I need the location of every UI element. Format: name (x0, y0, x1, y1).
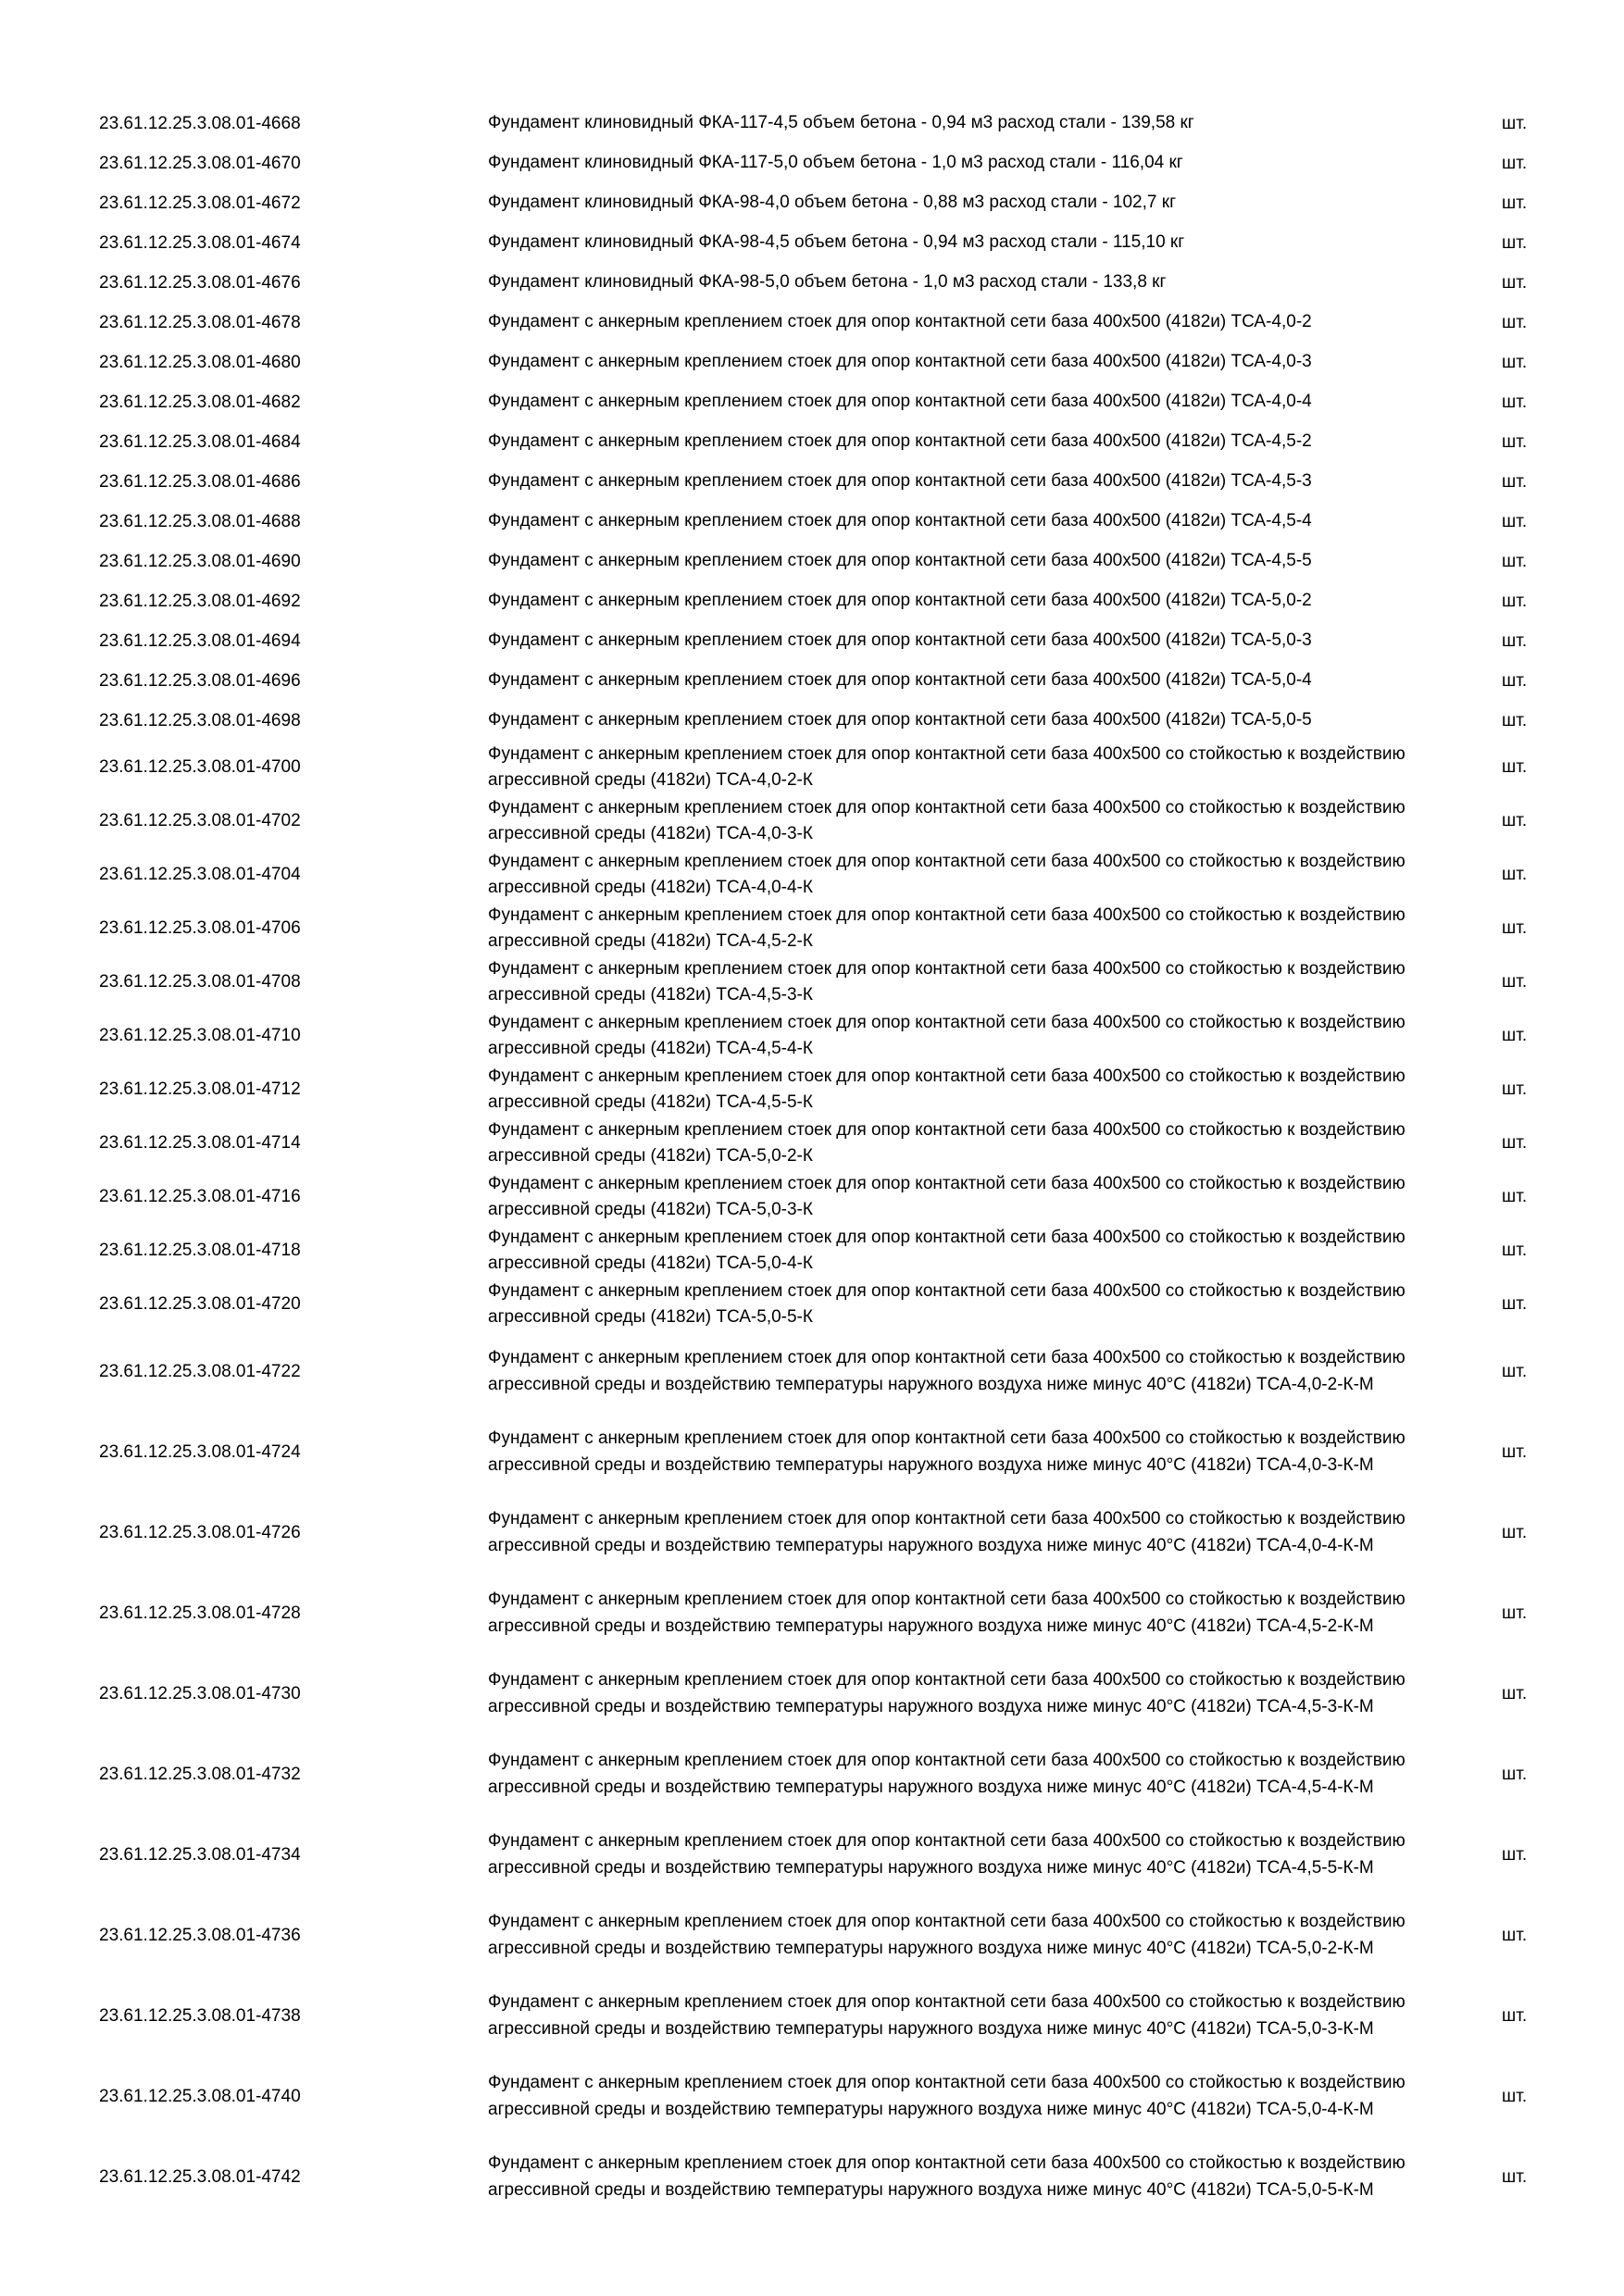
row-name: Фундамент с анкерным креплением стоек для опор контактной сети база 400х500 со стойкостью к воздействию агрессивной среды и воздействию температуры наружного воздуха ниже минус 40°С (4182и) ТСА-4,5-4-К-М (488, 1751, 1405, 1797)
row-unit: шт. (1502, 670, 1528, 691)
row-unit: шт. (1502, 757, 1528, 777)
table-row (99, 1170, 1567, 1224)
row-name: Фундамент с анкерным креплением стоек для опор контактной сети база 400х500 со стойкостью к воздействию агрессивной среды и воздействию температуры наружного воздуха ниже минус 40°С (4182и) ТСА-4,5-2-К-М (488, 1590, 1405, 1636)
row-code: 23.61.12.25.3.08.01-4668 (99, 113, 301, 133)
row-unit: шт. (1502, 630, 1528, 651)
row-name: Фундамент с анкерным креплением стоек для опор контактной сети база 400х500 (4182и) ТСА-5,0-4 (488, 670, 1312, 691)
row-name: Фундамент с анкерным креплением стоек для опор контактной сети база 400х500 со стойкостью к воздействию агрессивной среды (4182и) ТСА-5,0-3-К (488, 1173, 1405, 1219)
table-row (99, 1815, 1567, 1895)
row-name: Фундамент с анкерным креплением стоек для опор контактной сети база 400х500 со стойкостью к воздействию агрессивной среды и воздействию температуры наружного воздуха ниже минус 40°С (4182и) ТСА-4,0-2-К-М (488, 1348, 1405, 1394)
row-name: Фундамент с анкерным креплением стоек для опор контактной сети база 400х500 (4182и) ТСА-5,0-2 (488, 591, 1312, 611)
row-name: Фундамент с анкерным креплением стоек для опор контактной сети база 400х500 (4182и) ТСА-4,5-3 (488, 471, 1312, 492)
row-unit: шт. (1502, 2166, 1528, 2187)
row-name: Фундамент с анкерным креплением стоек для опор контактной сети база 400х500 со стойкостью к воздействию агрессивной среды и воздействию температуры наружного воздуха ниже минус 40°С (4182и) ТСА-4,0-4-К-М (488, 1509, 1405, 1555)
row-code: 23.61.12.25.3.08.01-4700 (99, 757, 301, 777)
row-code: 23.61.12.25.3.08.01-4726 (99, 1522, 301, 1542)
row-unit: шт. (1502, 471, 1528, 492)
row-code: 23.61.12.25.3.08.01-4684 (99, 431, 301, 452)
row-code: 23.61.12.25.3.08.01-4714 (99, 1133, 301, 1153)
row-code: 23.61.12.25.3.08.01-4692 (99, 591, 301, 611)
row-unit: шт. (1502, 1294, 1528, 1314)
table-row (99, 1009, 1567, 1063)
table-row (99, 1412, 1567, 1492)
row-name: Фундамент с анкерным креплением стоек для опор контактной сети база 400х500 со стойкостью к воздействию агрессивной среды (4182и) ТСА-4,0-2-К (488, 743, 1405, 790)
table-row (99, 542, 1567, 581)
row-unit: шт. (1502, 1361, 1528, 1381)
row-unit: шт. (1502, 710, 1528, 730)
price-list-table (99, 104, 1567, 2217)
row-unit: шт. (1502, 193, 1528, 213)
row-code: 23.61.12.25.3.08.01-4702 (99, 811, 301, 830)
table-row (99, 848, 1567, 902)
row-name: Фундамент с анкерным креплением стоек для опор контактной сети база 400х500 (4182и) ТСА-4,0-2 (488, 312, 1312, 332)
table-row (99, 741, 1567, 794)
table-row (99, 581, 1567, 621)
row-name: Фундамент с анкерным креплением стоек для опор контактной сети база 400х500 со стойкостью к воздействию агрессивной среды (4182и) ТСА-4,5-5-К (488, 1066, 1405, 1112)
row-code: 23.61.12.25.3.08.01-4680 (99, 352, 301, 372)
row-unit: шт. (1502, 1441, 1528, 1462)
table-row (99, 1895, 1567, 1976)
row-code: 23.61.12.25.3.08.01-4688 (99, 511, 301, 531)
row-unit: шт. (1502, 1187, 1528, 1206)
row-name: Фундамент с анкерным креплением стоек для опор контактной сети база 400х500 со стойкостью к воздействию агрессивной среды и воздействию температуры наружного воздуха ниже минус 40°С (4182и) ТСА-4,5-3-К-М (488, 1670, 1405, 1716)
row-name: Фундамент клиновидный ФКА-117-4,5 объем бетона - 0,94 м3 расход стали - 139,58 кг (488, 113, 1194, 133)
row-name: Фундамент с анкерным креплением стоек для опор контактной сети база 400х500 со стойкостью к воздействию агрессивной среды и воздействию температуры наружного воздуха ниже минус 40°С (4182и) ТСА-4,0-3-К-М (488, 1429, 1405, 1475)
row-name: Фундамент с анкерным креплением стоек для опор контактной сети база 400х500 со стойкостью к воздействию агрессивной среды и воздействию температуры наружного воздуха ниже минус 40°С (4182и) ТСА-4,5-5-К-М (488, 1831, 1405, 1878)
table-row (99, 223, 1567, 263)
row-code: 23.61.12.25.3.08.01-4690 (99, 551, 301, 571)
row-code: 23.61.12.25.3.08.01-4670 (99, 153, 301, 173)
row-code: 23.61.12.25.3.08.01-4742 (99, 2166, 301, 2187)
row-unit: шт. (1502, 591, 1528, 611)
table-row (99, 1734, 1567, 1815)
table-row (99, 1492, 1567, 1573)
row-unit: шт. (1502, 1925, 1528, 1945)
row-code: 23.61.12.25.3.08.01-4738 (99, 2005, 301, 2026)
row-unit: шт. (1502, 312, 1528, 332)
row-name: Фундамент с анкерным креплением стоек для опор контактной сети база 400х500 со стойкостью к воздействию агрессивной среды (4182и) ТСА-4,5-4-К (488, 1012, 1405, 1058)
row-unit: шт. (1502, 551, 1528, 571)
row-unit: шт. (1502, 392, 1528, 412)
row-code: 23.61.12.25.3.08.01-4720 (99, 1294, 301, 1314)
row-code: 23.61.12.25.3.08.01-4694 (99, 630, 301, 651)
table-row (99, 1278, 1567, 1331)
row-unit: шт. (1502, 1844, 1528, 1865)
row-code: 23.61.12.25.3.08.01-4706 (99, 918, 301, 938)
row-unit: шт. (1502, 511, 1528, 531)
row-unit: шт. (1502, 431, 1528, 452)
table-row (99, 1063, 1567, 1117)
row-name: Фундамент с анкерным креплением стоек для опор контактной сети база 400х500 со стойкостью к воздействию агрессивной среды (4182и) ТСА-4,5-2-К (488, 905, 1405, 951)
row-name: Фундамент клиновидный ФКА-117-5,0 объем бетона - 1,0 м3 расход стали - 116,04 кг (488, 153, 1183, 173)
row-name: Фундамент с анкерным креплением стоек для опор контактной сети база 400х500 со стойкостью к воздействию агрессивной среды (4182и) ТСА-4,0-4-К (488, 851, 1405, 897)
row-name: Фундамент с анкерным креплением стоек для опор контактной сети база 400х500 (4182и) ТСА-4,0-3 (488, 352, 1312, 372)
row-code: 23.61.12.25.3.08.01-4732 (99, 1764, 301, 1784)
row-code: 23.61.12.25.3.08.01-4676 (99, 272, 301, 293)
table-row (99, 1976, 1567, 2056)
table-row (99, 1573, 1567, 1653)
row-unit: шт. (1502, 811, 1528, 830)
row-code: 23.61.12.25.3.08.01-4712 (99, 1079, 301, 1099)
row-code: 23.61.12.25.3.08.01-4724 (99, 1441, 301, 1462)
row-code: 23.61.12.25.3.08.01-4674 (99, 232, 301, 253)
row-code: 23.61.12.25.3.08.01-4736 (99, 1925, 301, 1945)
row-unit: шт. (1502, 1241, 1528, 1260)
row-name: Фундамент с анкерным креплением стоек для опор контактной сети база 400х500 (4182и) ТСА-5,0-5 (488, 710, 1312, 730)
row-unit: шт. (1502, 972, 1528, 992)
table-row (99, 1117, 1567, 1170)
row-code: 23.61.12.25.3.08.01-4734 (99, 1844, 301, 1865)
row-name: Фундамент с анкерным креплением стоек для опор контактной сети база 400х500 со стойкостью к воздействию агрессивной среды (4182и) ТСА-5,0-4-К (488, 1227, 1405, 1273)
row-code: 23.61.12.25.3.08.01-4716 (99, 1187, 301, 1206)
table-row (99, 701, 1567, 741)
table-row (99, 1653, 1567, 1734)
table-body (99, 104, 1567, 2217)
table-row (99, 1224, 1567, 1278)
row-name: Фундамент с анкерным креплением стоек для опор контактной сети база 400х500 со стойкостью к воздействию агрессивной среды и воздействию температуры наружного воздуха ниже минус 40°С (4182и) ТСА-5,0-2-К-М (488, 1912, 1405, 1958)
row-unit: шт. (1502, 1026, 1528, 1045)
row-name: Фундамент с анкерным креплением стоек для опор контактной сети база 400х500 со стойкостью к воздействию агрессивной среды и воздействию температуры наружного воздуха ниже минус 40°С (4182и) ТСА-5,0-3-К-М (488, 1992, 1405, 2039)
row-code: 23.61.12.25.3.08.01-4704 (99, 865, 301, 884)
row-unit: шт. (1502, 2005, 1528, 2026)
table-row (99, 263, 1567, 303)
row-unit: шт. (1502, 1079, 1528, 1099)
table-row (99, 422, 1567, 462)
table-row (99, 183, 1567, 223)
row-name: Фундамент с анкерным креплением стоек для опор контактной сети база 400х500 (4182и) ТСА-4,0-4 (488, 392, 1312, 412)
row-name: Фундамент с анкерным креплением стоек для опор контактной сети база 400х500 со стойкостью к воздействию агрессивной среды (4182и) ТСА-4,0-3-К (488, 797, 1405, 843)
row-code: 23.61.12.25.3.08.01-4678 (99, 312, 301, 332)
table-row (99, 343, 1567, 382)
table-row (99, 462, 1567, 502)
table-row (99, 621, 1567, 661)
row-unit: шт. (1502, 1603, 1528, 1623)
row-unit: шт. (1502, 272, 1528, 293)
row-code: 23.61.12.25.3.08.01-4730 (99, 1683, 301, 1703)
row-name: Фундамент с анкерным креплением стоек для опор контактной сети база 400х500 со стойкостью к воздействию агрессивной среды (4182и) ТСА-5,0-2-К (488, 1119, 1405, 1166)
row-name: Фундамент с анкерным креплением стоек для опор контактной сети база 400х500 со стойкостью к воздействию агрессивной среды и воздействию температуры наружного воздуха ниже минус 40°С (4182и) ТСА-5,0-4-К-М (488, 2073, 1405, 2119)
table-row (99, 502, 1567, 542)
row-unit: шт. (1502, 153, 1528, 173)
row-code: 23.61.12.25.3.08.01-4718 (99, 1241, 301, 1260)
row-code: 23.61.12.25.3.08.01-4696 (99, 670, 301, 691)
table-row (99, 104, 1567, 144)
table-row (99, 1331, 1567, 1412)
row-unit: шт. (1502, 1683, 1528, 1703)
row-name: Фундамент клиновидный ФКА-98-4,5 объем бетона - 0,94 м3 расход стали - 115,10 кг (488, 232, 1185, 253)
table-row (99, 661, 1567, 701)
row-code: 23.61.12.25.3.08.01-4710 (99, 1026, 301, 1045)
table-row (99, 2137, 1567, 2217)
row-code: 23.61.12.25.3.08.01-4682 (99, 392, 301, 412)
row-name: Фундамент с анкерным креплением стоек для опор контактной сети база 400х500 (4182и) ТСА-4,5-5 (488, 551, 1312, 571)
row-name: Фундамент с анкерным креплением стоек для опор контактной сети база 400х500 (4182и) ТСА-5,0-3 (488, 630, 1312, 651)
row-unit: шт. (1502, 1133, 1528, 1153)
row-unit: шт. (1502, 2086, 1528, 2106)
row-code: 23.61.12.25.3.08.01-4698 (99, 710, 301, 730)
table-row (99, 382, 1567, 422)
row-name: Фундамент клиновидный ФКА-98-5,0 объем бетона - 1,0 м3 расход стали - 133,8 кг (488, 272, 1167, 293)
row-name: Фундамент с анкерным креплением стоек для опор контактной сети база 400х500 со стойкостью к воздействию агрессивной среды (4182и) ТСА-5,0-5-К (488, 1280, 1405, 1327)
row-name: Фундамент с анкерным креплением стоек для опор контактной сети база 400х500 со стойкостью к воздействию агрессивной среды и воздействию температуры наружного воздуха ниже минус 40°С (4182и) ТСА-5,0-5-К-М (488, 2153, 1405, 2200)
row-name: Фундамент с анкерным креплением стоек для опор контактной сети база 400х500 (4182и) ТСА-4,5-4 (488, 511, 1312, 531)
table-row (99, 144, 1567, 183)
table-row (99, 2056, 1567, 2137)
row-unit: шт. (1502, 113, 1528, 133)
row-code: 23.61.12.25.3.08.01-4728 (99, 1603, 301, 1623)
row-unit: шт. (1502, 232, 1528, 253)
table-row (99, 303, 1567, 343)
row-name: Фундамент с анкерным креплением стоек для опор контактной сети база 400х500 (4182и) ТСА-4,5-2 (488, 431, 1312, 452)
table-row (99, 794, 1567, 848)
row-unit: шт. (1502, 918, 1528, 938)
row-code: 23.61.12.25.3.08.01-4686 (99, 471, 301, 492)
row-unit: шт. (1502, 865, 1528, 884)
row-unit: шт. (1502, 1764, 1528, 1784)
table-row (99, 902, 1567, 955)
row-code: 23.61.12.25.3.08.01-4740 (99, 2086, 301, 2106)
row-code: 23.61.12.25.3.08.01-4708 (99, 972, 301, 992)
row-code: 23.61.12.25.3.08.01-4722 (99, 1361, 301, 1381)
row-code: 23.61.12.25.3.08.01-4672 (99, 193, 301, 213)
row-name: Фундамент с анкерным креплением стоек для опор контактной сети база 400х500 со стойкостью к воздействию агрессивной среды (4182и) ТСА-4,5-3-К (488, 958, 1405, 1004)
row-unit: шт. (1502, 352, 1528, 372)
table-row (99, 955, 1567, 1009)
row-unit: шт. (1502, 1522, 1528, 1542)
row-name: Фундамент клиновидный ФКА-98-4,0 объем бетона - 0,88 м3 расход стали - 102,7 кг (488, 193, 1176, 213)
